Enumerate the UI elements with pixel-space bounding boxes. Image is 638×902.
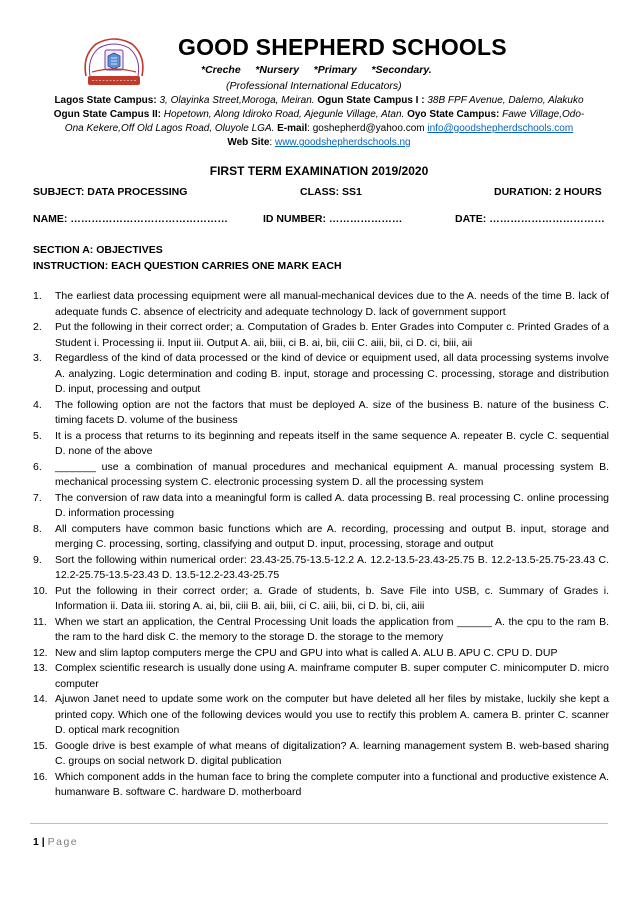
question-number: 5. bbox=[33, 429, 42, 442]
page-footer bbox=[33, 836, 78, 848]
school-levels: *Creche *Nursery *Primary *Secondary. bbox=[201, 64, 432, 76]
footer-divider bbox=[30, 823, 608, 824]
id-number-field: ID NUMBER: ………………… bbox=[263, 213, 403, 225]
question-number: 15. bbox=[33, 739, 48, 752]
date-field: DATE: …………………………… bbox=[455, 213, 605, 225]
address-line-2 bbox=[20, 108, 618, 122]
oyo-campus-address-cont: Ona Kekere,Off Old Lagos Road, Oluyole LGA. bbox=[64, 123, 275, 134]
question-number: 13. bbox=[33, 662, 48, 674]
section-heading: SECTION A: OBJECTIVES bbox=[33, 244, 163, 256]
email-link[interactable]: info@goodshepherdschools.com bbox=[427, 123, 574, 134]
question-item bbox=[33, 398, 609, 429]
school-tagline: (Professional International Educators) bbox=[226, 80, 402, 92]
question-number: 8. bbox=[33, 522, 42, 535]
page-label: Page bbox=[47, 836, 79, 848]
email-label: E-mail bbox=[277, 123, 308, 134]
question-text: It is a process that returns to its beginning and repeats itself in the same sequence A. repeater B. cycle C. sequential D. none of the above bbox=[55, 429, 609, 457]
ogun-campus-1-label: Ogun State Campus I : bbox=[317, 95, 425, 106]
question-item bbox=[33, 646, 609, 662]
address-line-3 bbox=[20, 122, 618, 136]
lagos-campus-address: 3, Olayinka Street,Moroga, Meiran. bbox=[159, 95, 315, 106]
question-text: Ajuwon Janet need to update some work on the computer but have deleted all her files by mistake, luckily she kept a printed copy. Which one of the following devices would you use to rectify this problem A. camera B. printer C. scanner D. optical mark recognition bbox=[55, 693, 609, 736]
question-item bbox=[33, 460, 609, 491]
ogun-campus-2-label: Ogun State Campus II: bbox=[53, 109, 161, 120]
exam-title: FIRST TERM EXAMINATION 2019/2020 bbox=[209, 164, 429, 178]
question-text: All computers have common basic functions which are A. recording, processing and output B. input, storage and merging C. processing, sorting, classifying and output D. input, processing, storage and output bbox=[55, 522, 609, 550]
lagos-campus-label: Lagos State Campus: bbox=[54, 95, 157, 106]
page-separator: | bbox=[38, 836, 48, 848]
question-item bbox=[33, 289, 609, 320]
ogun-campus-2-address: Hopetown, Along Idiroko Road, Ajegunle Village, Atan. bbox=[163, 109, 405, 120]
question-item bbox=[33, 491, 609, 522]
question-text: Complex scientific research is usually done using A. mainframe computer B. super computer C. minicomputer D. micro computer bbox=[55, 662, 609, 690]
question-text: Put the following in their correct order; a. Computation of Grades b. Enter Grades into Computer c. Printed Grades of a Student i. Processing ii. Input iii. Output A. aii, biii, ci B. ai, bii, ciii C. aiii, bii, ci D. ci, biii, aii bbox=[55, 321, 609, 349]
website-link[interactable]: www.goodshepherdschools.ng bbox=[274, 137, 411, 148]
question-text: The conversion of raw data into a meaningful form is called A. data processing B. real processing C. online processing D. information processing bbox=[55, 491, 609, 519]
question-item bbox=[33, 692, 609, 739]
question-item bbox=[33, 739, 609, 770]
question-item bbox=[33, 615, 609, 646]
name-field: NAME: ……………………………………… bbox=[33, 213, 228, 225]
question-number: 7. bbox=[33, 491, 42, 504]
subject-field: SUBJECT: DATA PROCESSING bbox=[33, 186, 188, 198]
email-plain: : goshepherd@yahoo.com bbox=[307, 123, 425, 134]
question-text: Put the following in their correct order; a. Grade of students, b. Save File into USB, c. Summary of Grades i. Information ii. Data iii. storing A. ai, bii, ciii B. aii, biii, ci C. aiii, bii, ci D. bi, cii, aiii bbox=[55, 584, 609, 612]
question-item bbox=[33, 522, 609, 553]
question-number: 1. bbox=[33, 290, 42, 302]
page-number: 1 bbox=[33, 836, 39, 848]
question-number: 10. bbox=[33, 584, 48, 597]
question-text: When we start an application, the Central Processing Unit loads the application from ______ A. the cpu to the ram B. the ram to the hard disk C. the memory to the storage D. the storage to the memory bbox=[55, 615, 609, 643]
question-number: 12. bbox=[33, 646, 48, 659]
question-number: 9. bbox=[33, 553, 42, 566]
question-text: Google drive is best example of what means of digitalization? A. learning management system B. web-based sharing C. groups on social network D. digital publication bbox=[55, 739, 609, 767]
question-number: 11. bbox=[33, 615, 47, 628]
question-item bbox=[33, 661, 609, 692]
address-line-4 bbox=[20, 136, 618, 150]
question-number: 14. bbox=[33, 693, 48, 705]
class-field: CLASS: SS1 bbox=[300, 186, 362, 198]
website-label: Web Site bbox=[227, 137, 270, 148]
school-name: GOOD SHEPHERD SCHOOLS bbox=[178, 34, 507, 60]
section-instruction: INSTRUCTION: EACH QUESTION CARRIES ONE MARK EACH bbox=[33, 260, 342, 272]
ogun-campus-1-address: 38B FPF Avenue, Dalemo, Alakuko bbox=[427, 95, 584, 106]
question-item bbox=[33, 553, 609, 584]
question-text: _______ use a combination of manual procedures and mechanical equipment A. manual processing system B. mechanical processing system C. electronic processing system D. all the processing system bbox=[55, 460, 609, 488]
oyo-campus-label: Oyo State Campus: bbox=[407, 109, 500, 120]
question-number: 4. bbox=[33, 398, 42, 411]
question-number: 6. bbox=[33, 460, 42, 473]
question-number: 16. bbox=[33, 770, 48, 783]
oyo-campus-address: Fawe Village,Odo- bbox=[502, 109, 585, 120]
question-number: 3. bbox=[33, 352, 42, 364]
question-text: The following option are not the factors that must be deployed A. size of the business B. nature of the business C. timing facets D. volume of the business bbox=[55, 398, 609, 426]
question-item bbox=[33, 770, 609, 801]
question-item bbox=[33, 584, 609, 615]
question-text: Regardless of the kind of data processed or the kind of device or equipment used, all data processing systems involve A. analyzing. Logic determination and coding B. input, storage and processing C. processing, storage and distribution D. input, processing and output bbox=[55, 352, 609, 395]
question-number: 2. bbox=[33, 321, 42, 333]
question-item bbox=[33, 429, 609, 460]
website-separator: : bbox=[269, 137, 273, 148]
question-text: The earliest data processing equipment were all manual-mechanical devices due to the A. needs of the time B. lack of adequate funds C. absence of electricity and adequate technology D. lack of government support bbox=[55, 290, 609, 318]
address-line-1 bbox=[20, 94, 618, 108]
question-item bbox=[33, 320, 609, 351]
crest-emblem bbox=[85, 39, 143, 85]
question-text: Sort the following within numerical order: 23.43-25.75-13.5-12.2 A. 12.2-13.5-23.43-25.75 B. 12.2-13.5-25.75-23.43 C. 12.2-25.75-13.5-23.43 D. 13.5-12.2-23.43-25.75 bbox=[55, 553, 609, 581]
school-crest-logo bbox=[78, 36, 150, 88]
question-list bbox=[33, 289, 609, 801]
question-item bbox=[33, 351, 609, 398]
duration-field: DURATION: 2 HOURS bbox=[494, 186, 602, 198]
question-text: New and slim laptop computers merge the CPU and GPU into what is called A. ALU B. APU C. CPU D. DUP bbox=[55, 646, 558, 659]
question-text: Which component adds in the human face to bring the complete computer into a functional and productive existence A. humanware B. software C. hardware D. motherboard bbox=[55, 770, 609, 798]
